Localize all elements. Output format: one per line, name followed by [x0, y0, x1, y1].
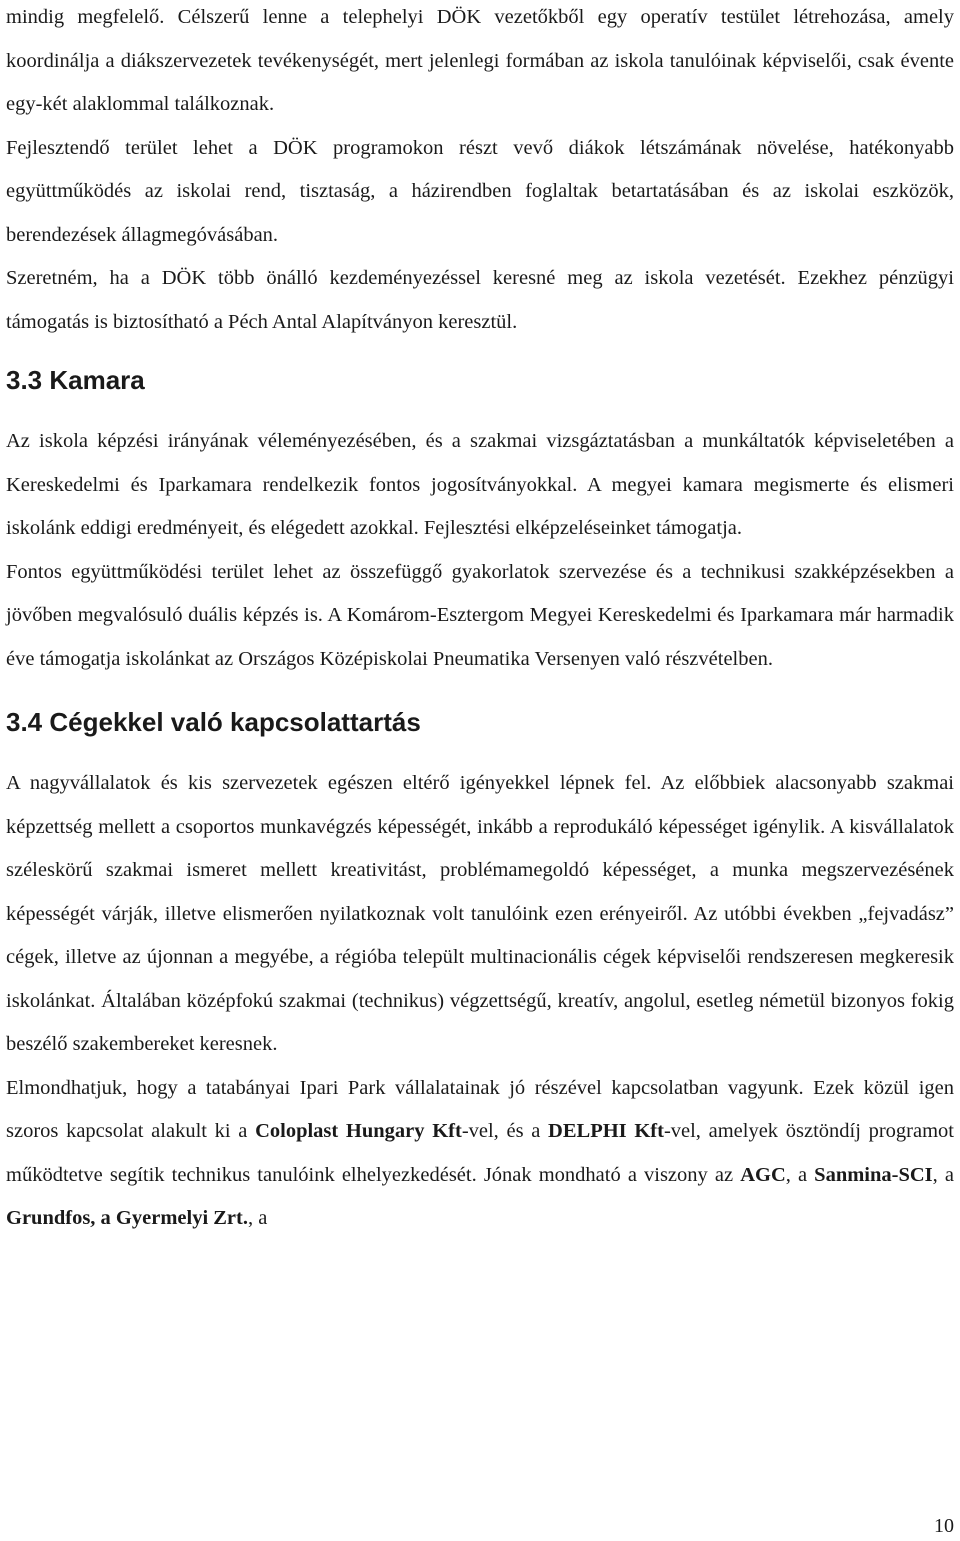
company-sanmina: Sanmina-SCI — [814, 1163, 933, 1186]
document-page — [6, 0, 954, 1241]
company-grundfos-gyermelyi: Grundfos, a Gyermelyi Zrt. — [6, 1207, 248, 1229]
paragraph-dok-fejlesztes: Fejlesztendő terület lehet a DÖK programokon részt vevő diákok létszámának növelése, hatékonyabb együttműködés az iskolai rend, tisztaság, a házirendben foglaltak betartatásában és az iskolai eszközök, berendezések állagmegóvásában. — [6, 136, 954, 246]
paragraph-dok-operativ: mindig megfelelő. Célszerű lenne a telephelyi DÖK vezetőkből egy operatív testület létrehozása, amely koordinálja a diákszervezetek tevékenységét, mert jelenlegi formában az iskola tanulóinak képviselői, csak évente egy-két alaklommal találkoznak. — [6, 6, 954, 115]
paragraph-cegek-kapcsolatok — [6, 1067, 954, 1241]
text-fragment: , a — [932, 1163, 954, 1186]
text-fragment: , a — [248, 1207, 268, 1229]
paragraph-kamara-vélemény: Az iskola képzési irányának véleményezésében, és a szakmai vizsgáztatásban a munkáltatók képviseletében a Kereskedelmi és Iparkamara rendelkezik fontos jogosítványokkal. A megyei kamara megismerte és elismeri iskolánk eddigi eredményeit, és elégedett azokkal. Fejlesztési elképzeléseinket támogatja. — [6, 430, 954, 539]
text-fragment: -vel, amelyek ösztöndíj programot működtetve segítik technikus tanulóink elhelyezkedését. — [6, 1120, 954, 1186]
company-delphi: DELPHI Kft — [548, 1120, 664, 1142]
text-ipari-park: Elmondhatjuk, hogy a tatabányai Ipari Park vállalatainak jó részével kapcsolatban vagyunk. — [6, 1076, 804, 1099]
section-heading-cegek: 3.4 Cégekkel való kapcsolattartás — [6, 707, 421, 737]
text-fragment: Jónak mondható a viszony az — [476, 1163, 741, 1186]
page-number: 10 — [934, 1515, 954, 1537]
paragraph-kamara-egyuttmukodes: Fontos együttműködési terület lehet az összefüggő gyakorlatok szervezése és a technikusi szakképzésekben a jövőben megvalósuló duális képzés is. A Komárom-Esztergom Megyei Kereskedelmi és Iparkamara már harmadik éve támogatja iskolánkat az Országos Középiskolai Pneumatika Versenyen való részvételben. — [6, 560, 954, 670]
company-agc: AGC — [740, 1163, 786, 1186]
company-coloplast: Coloplast Hungary Kft — [255, 1120, 462, 1142]
section-heading-kamara: 3.3 Kamara — [6, 365, 145, 395]
text-fragment: -vel, és a — [461, 1120, 549, 1142]
paragraph-dok-tamogatas: Szeretném, ha a DÖK több önálló kezdeményezéssel keresné meg az iskola vezetését. Ezekhez pénzügyi támogatás is biztosítható a Péch Antal Alapítványon keresztül. — [6, 267, 954, 333]
paragraph-cegek-igenyek: A nagyvállalatok és kis szervezetek egészen eltérő igényekkel lépnek fel. Az előbbiek alacsonyabb szakmai képzettség mellett a csoportos munkavégzés képességét, inkább a reprodukáló képességet igénylik. A kisvállalatok széleskörű szakmai ismeret mellett kreativitást, problémamegoldó képességet, a munka megszervezésének képességét várják, illetve elismerően nyilatkoznak volt tanulóink ezen erényeiről. Az utóbbi években „fejvadász” cégek, illetve az újonnan a megyébe, a régióba települt multinacionális cégek képviselői rendszeresen megkeresik iskolánkat. Általában középfokú szakmai (technikus) végzettségű, kreatív, angolul, esetleg németül bizonyos fokig beszélő szakembereket keresnek. — [6, 772, 954, 1055]
text-fragment: , a — [785, 1163, 815, 1186]
text-fragment: Ezek közül igen szoros kapcsolat alakult ki a — [6, 1076, 955, 1142]
